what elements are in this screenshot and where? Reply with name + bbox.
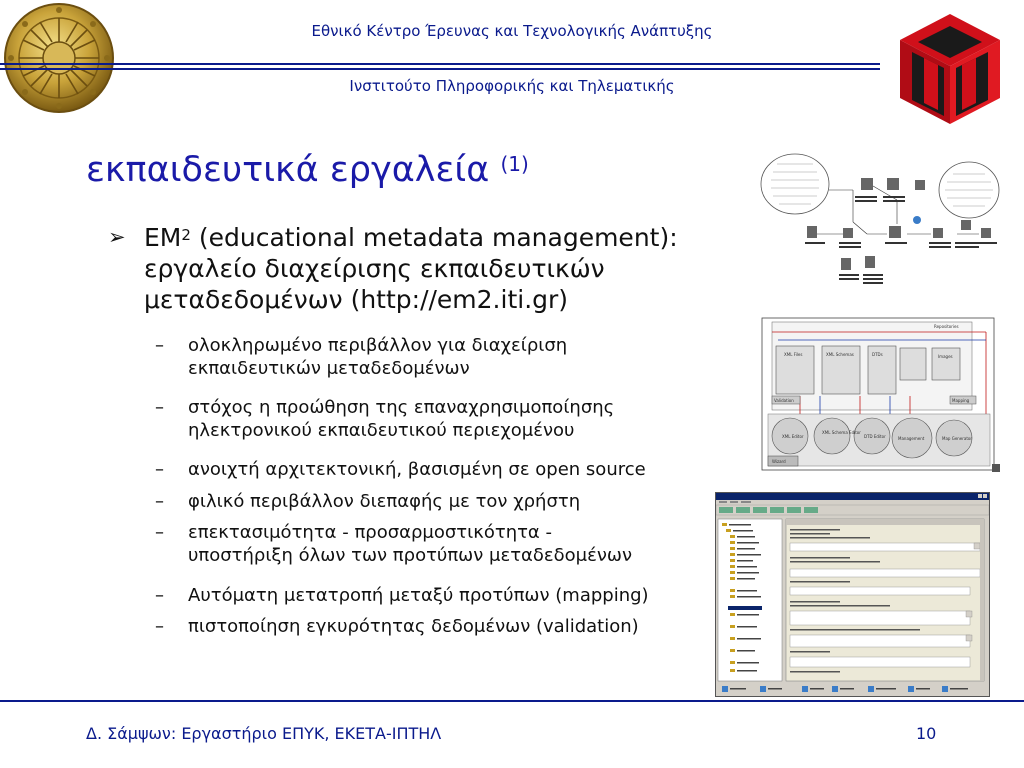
page-number: 10 bbox=[916, 724, 937, 743]
subbullet-line1: στόχος η προώθηση της επαναχρησιμοποίησης bbox=[188, 397, 615, 418]
main-bullet-line3: μεταδεδομένων (http://em2.iti.gr) bbox=[144, 285, 569, 314]
main-bullet bbox=[108, 222, 768, 322]
subbullet: – επεκτασιμότητα - προσαρμοστικότητα - υποστήριξη όλων των προτύπων μεταδεδομένων bbox=[155, 522, 633, 566]
xml-editor-circle: XML Editor bbox=[782, 434, 804, 439]
footer-divider bbox=[0, 700, 1024, 702]
subbullet: – στόχος η προώθηση της επαναχρησιμοποίησης ηλεκτρονικού εκπαιδευτικού περιεχομένου bbox=[155, 397, 615, 441]
subbullet: – Αυτόματη μετατροπή μεταξύ προτύπων (mapping) bbox=[155, 585, 649, 606]
subbullet: – ανοιχτή αρχιτεκτονική, βασισμένη σε open source bbox=[155, 459, 646, 480]
dtds-box: DTDs bbox=[872, 352, 883, 357]
xml-files-box: XML Files bbox=[784, 352, 803, 357]
mapping-label: Mapping bbox=[952, 398, 970, 403]
arrow-bullet-icon: ➢ bbox=[108, 225, 126, 249]
main-bullet-line2: εργαλείο διαχείρισης εκπαιδευτικών bbox=[144, 254, 605, 283]
main-bullet-line1-rest: (educational metadata management): bbox=[190, 223, 678, 252]
subbullet: – ολοκληρωμένο περιβάλλον για διαχείριση εκπαιδευτικών μεταδεδομένων bbox=[155, 335, 568, 379]
subbullet: – φιλικό περιβάλλον διεπαφής με τον χρήστη bbox=[155, 491, 581, 512]
slide-title-sup: (1) bbox=[500, 152, 529, 176]
footer-author: Δ. Σάμψων: Εργαστήριο ΕΠΥΚ, ΕΚΕΤΑ-ΙΠΤΗΛ bbox=[86, 724, 442, 743]
subbullet-line2: εκπαιδευτικών μεταδεδομένων bbox=[188, 358, 470, 379]
subbullet-line1: ολοκληρωμένο περιβάλλον για διαχείριση bbox=[188, 335, 568, 356]
institute-name: Ινστιτούτο Πληροφορικής και Τηλεματικής bbox=[349, 77, 675, 95]
dtd-editor-circle: DTD Editor bbox=[864, 434, 886, 439]
map-generator-circle: Map Generator bbox=[942, 436, 973, 441]
subbullet-line1: ανοιχτή αρχιτεκτονική, βασισμένη σε open source bbox=[188, 459, 646, 480]
images-box: Images bbox=[938, 354, 953, 359]
wizard-label: Wizard bbox=[772, 459, 786, 464]
validation-label: Validation bbox=[774, 398, 794, 403]
repositories-label: Repositories bbox=[934, 324, 959, 329]
subbullet-line1: φιλικό περιβάλλον διεπαφής με τον χρήστη bbox=[188, 491, 581, 512]
subbullet-line1: πιστοποίηση εγκυρότητας δεδομένων (validation) bbox=[188, 616, 639, 637]
xml-schema-editor-circle: XML Schema Editor bbox=[822, 430, 861, 435]
architecture-diagram-image bbox=[760, 316, 1004, 478]
header-divider-top bbox=[0, 63, 880, 65]
em-label: EM bbox=[144, 223, 182, 252]
subbullet-line1: επεκτασιμότητα - προσαρμοστικότητα - bbox=[188, 522, 553, 543]
slide-title bbox=[86, 150, 529, 190]
subbullet: – πιστοποίηση εγκυρότητας δεδομένων (validation) bbox=[155, 616, 639, 637]
iti-cube-logo bbox=[898, 12, 1002, 126]
slide-title-text: εκπαιδευτικά εργαλεία bbox=[86, 150, 490, 190]
workflow-diagram-image bbox=[757, 150, 1019, 300]
main-bullet-line1 bbox=[144, 222, 784, 253]
xml-schemas-box: XML Schemas bbox=[826, 352, 854, 357]
subbullet-line1: Αυτόματη μετατροπή μεταξύ προτύπων (mapping) bbox=[188, 585, 649, 606]
em2-app-screenshot bbox=[715, 492, 990, 697]
ekt-seal-logo bbox=[2, 0, 116, 116]
subbullet-line2: υποστήριξη όλων των προτύπων μεταδεδομένων bbox=[188, 545, 633, 566]
em-sup: 2 bbox=[181, 226, 191, 244]
header-divider-bottom bbox=[0, 68, 880, 70]
subbullet-line2: ηλεκτρονικού εκπαιδευτικού περιεχομένου bbox=[188, 420, 575, 441]
organization-name: Εθνικό Κέντρο Έρευνας και Τεχνολογικής Ανάπτυξης bbox=[311, 22, 713, 40]
management-circle: Management bbox=[898, 436, 925, 441]
